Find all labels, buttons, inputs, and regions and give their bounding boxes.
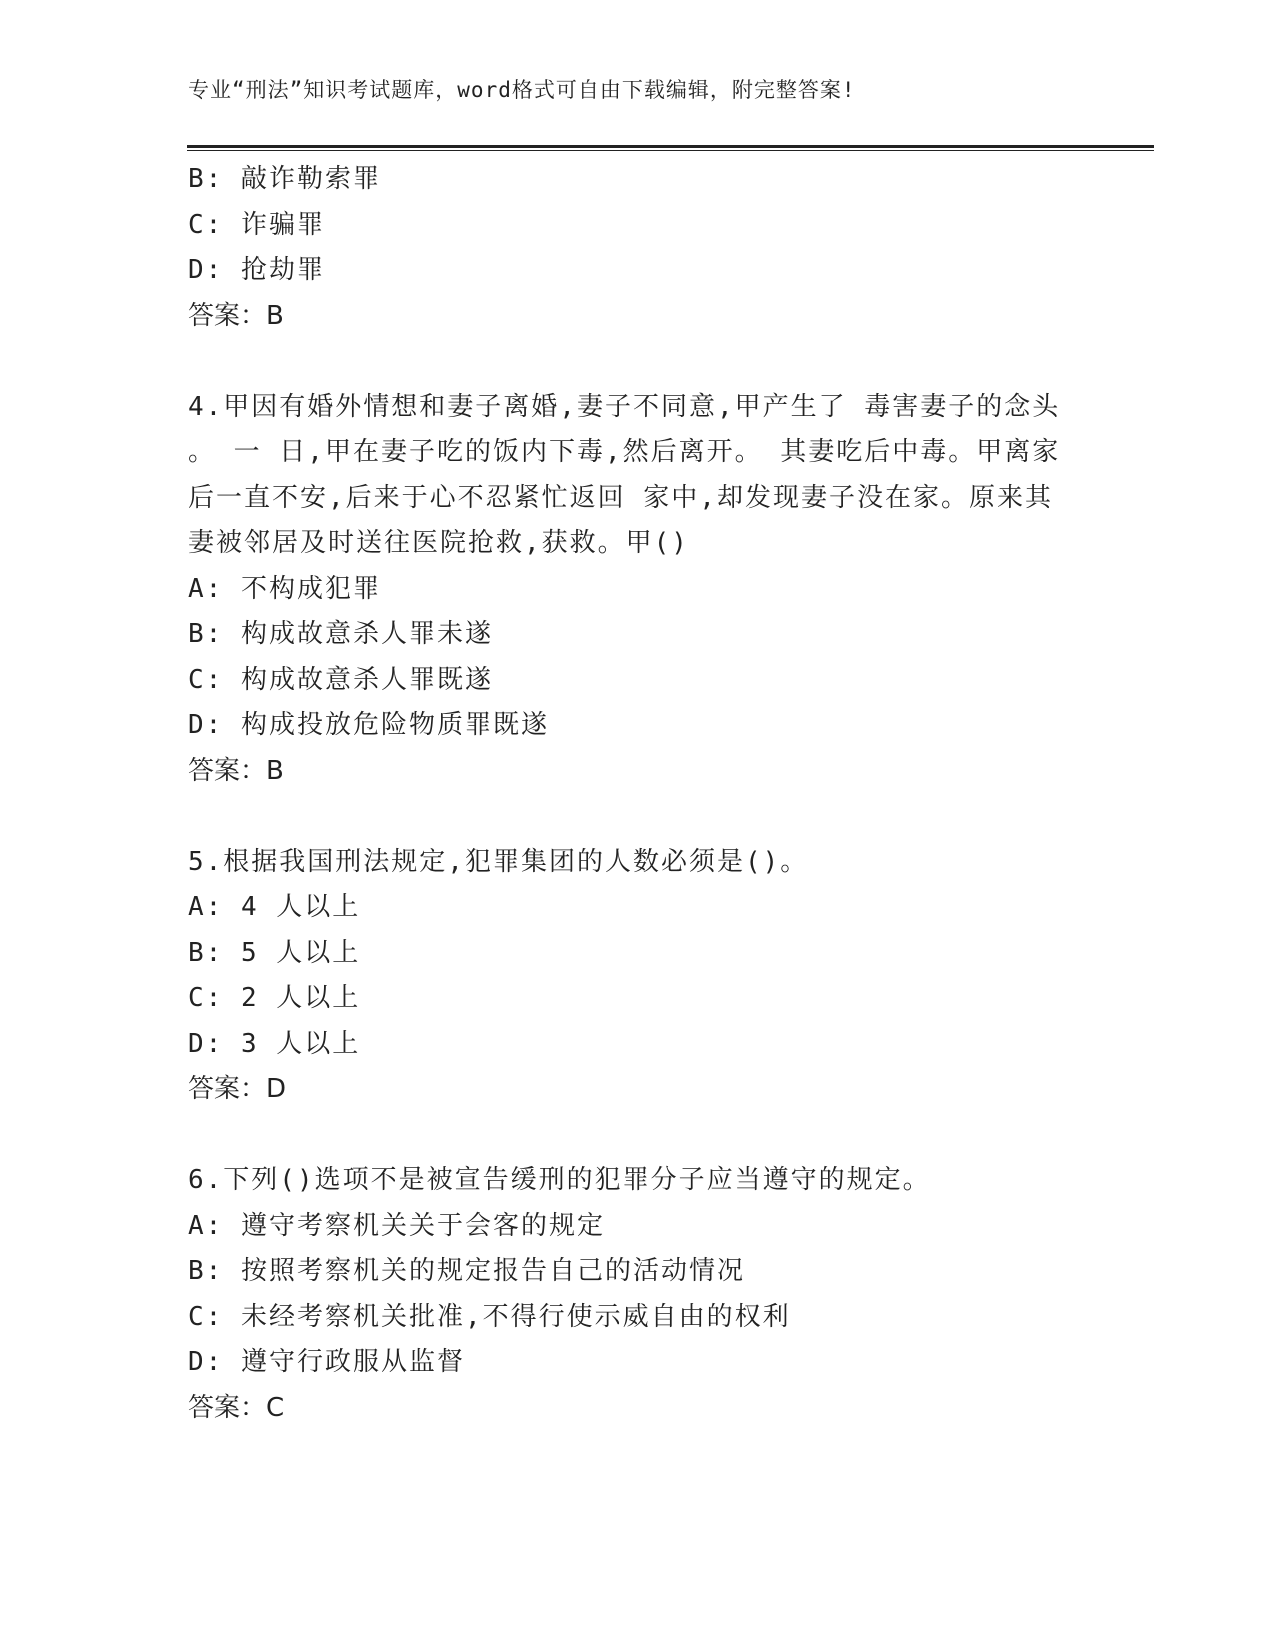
option-b: B: 按照考察机关的规定报告自己的活动情况 <box>188 1256 745 1286</box>
option-d: D: 抢劫罪 <box>188 255 325 285</box>
question-continued <box>188 157 1088 339</box>
option-a: A: 4 人以上 <box>188 892 361 922</box>
question-list <box>188 157 1088 1431</box>
option-c: C: 诈骗罪 <box>188 209 325 240</box>
header-rule-thin <box>187 150 1154 151</box>
header-rule-thick <box>187 145 1154 148</box>
option-d: D: 构成投放危险物质罪既遂 <box>188 710 549 740</box>
question-stem-line: 5.根据我国刑法规定,犯罪集团的人数必须是()。 <box>188 846 809 877</box>
spacer <box>188 794 1088 840</box>
option-a: A: 遵守考察机关关于会客的规定 <box>188 1210 605 1241</box>
answer-line: 答案：B <box>188 300 284 331</box>
question-5 <box>188 840 1088 1113</box>
question-stem-line: 6.下列()选项不是被宣告缓刑的犯罪分子应当遵守的规定。 <box>188 1165 931 1195</box>
question-stem-line: 后一直不安,后来于心不忍紧忙返回 家中,却发现妻子没在家。原来其 <box>188 482 1053 513</box>
question-stem-line: 。 一 日,甲在妻子吃的饭内下毒,然后离开。 其妻吃后中毒。甲离家 <box>188 437 1061 467</box>
question-stem-line: 妻被邻居及时送往医院抢救,获救。甲() <box>188 528 689 558</box>
option-d: D: 遵守行政服从监督 <box>188 1347 465 1377</box>
answer-line: 答案：B <box>188 755 284 786</box>
option-c: C: 2 人以上 <box>188 983 361 1013</box>
question-4 <box>188 385 1088 795</box>
spacer <box>188 339 1088 385</box>
answer-line: 答案：C <box>188 1392 285 1423</box>
option-c: C: 构成故意杀人罪既遂 <box>188 664 493 695</box>
option-a: A: 不构成犯罪 <box>188 573 381 604</box>
spacer <box>188 1113 1088 1159</box>
question-6 <box>188 1158 1088 1431</box>
option-b: B: 构成故意杀人罪未遂 <box>188 619 493 649</box>
option-c: C: 未经考察机关批准,不得行使示威自由的权利 <box>188 1301 791 1332</box>
option-d: D: 3 人以上 <box>188 1028 361 1059</box>
option-b: B: 敲诈勒索罪 <box>188 164 381 194</box>
question-stem-line: 4.甲因有婚外情想和妻子离婚,妻子不同意,甲产生了 毒害妻子的念头 <box>188 391 1061 422</box>
answer-line: 答案：D <box>188 1074 287 1104</box>
page-header: 专业“刑法”知识考试题库，word格式可自由下载编辑，附完整答案! <box>188 78 856 102</box>
option-b: B: 5 人以上 <box>188 937 361 968</box>
